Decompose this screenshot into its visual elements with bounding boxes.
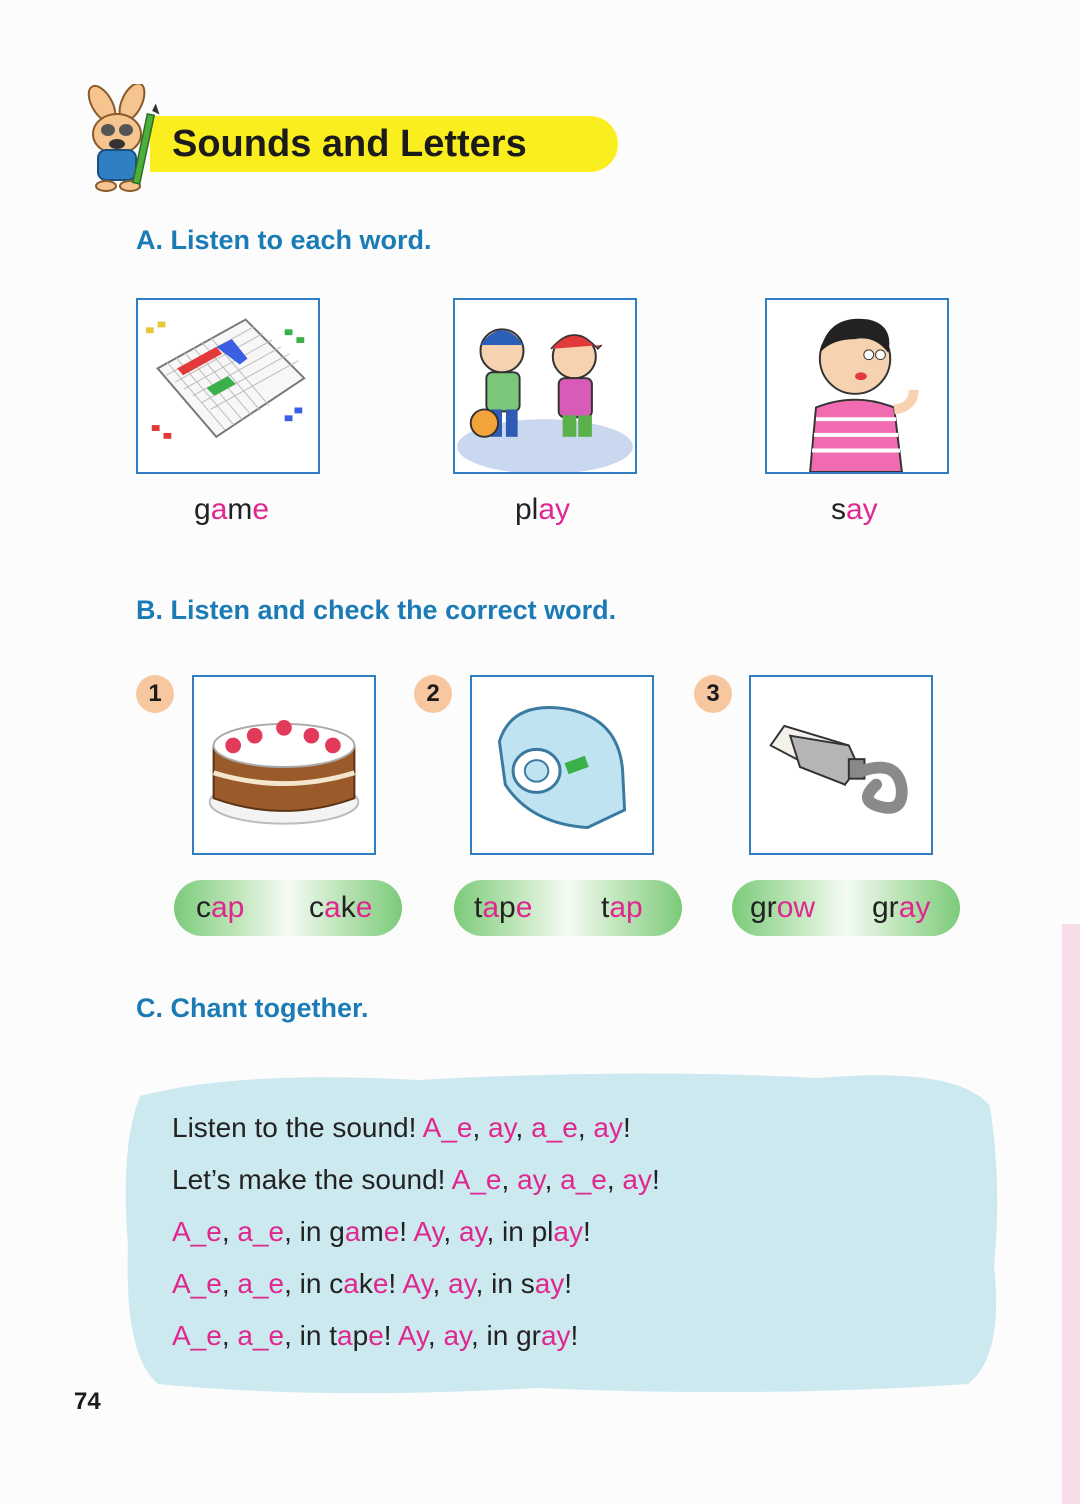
chant-highlight: a_e bbox=[237, 1268, 285, 1299]
chant-text: ! bbox=[651, 1164, 660, 1195]
chant-highlight: a_e bbox=[237, 1320, 285, 1351]
word-play bbox=[515, 492, 570, 528]
chant-text: , bbox=[221, 1320, 238, 1351]
chant-highlight: a_e bbox=[237, 1216, 285, 1247]
item-number-3: 3 bbox=[694, 675, 732, 713]
word-part-highlight: e bbox=[515, 891, 533, 924]
chant-highlight: e bbox=[383, 1216, 400, 1247]
chant-text: ! bbox=[570, 1320, 579, 1351]
chant-text: p bbox=[352, 1320, 369, 1351]
word-part: gr bbox=[750, 891, 777, 924]
chant-text: ! bbox=[383, 1320, 398, 1351]
word-part: k bbox=[340, 891, 356, 924]
chant-highlight: a bbox=[343, 1268, 359, 1299]
item-number-2: 2 bbox=[414, 675, 452, 713]
chant-highlight: a bbox=[337, 1320, 353, 1351]
chant-text: ! bbox=[564, 1268, 573, 1299]
chant-line-1 bbox=[172, 1111, 631, 1145]
chant-text: , bbox=[515, 1112, 532, 1143]
chant-line-2 bbox=[172, 1163, 660, 1197]
chant-text: , in gr bbox=[470, 1320, 541, 1351]
children-playing-picture bbox=[453, 298, 637, 474]
chant-highlight: e bbox=[372, 1268, 389, 1299]
chant-highlight: ay bbox=[488, 1112, 516, 1143]
word-part-highlight: ap bbox=[609, 891, 643, 924]
chant-text: ! bbox=[622, 1112, 631, 1143]
chant-highlight: A_e bbox=[422, 1112, 473, 1143]
chant-text: ! bbox=[399, 1216, 414, 1247]
chant-text: , bbox=[432, 1268, 449, 1299]
tape-dispenser-picture bbox=[470, 675, 654, 855]
word-part-highlight: a bbox=[210, 493, 228, 526]
chant-text: , bbox=[577, 1112, 594, 1143]
chant-text: ! bbox=[388, 1268, 403, 1299]
word-part: p bbox=[499, 891, 516, 924]
option-cap[interactable] bbox=[196, 890, 244, 926]
word-part: c bbox=[196, 891, 211, 924]
chant-highlight: A_e bbox=[172, 1268, 222, 1299]
chant-highlight: Ay bbox=[397, 1320, 428, 1351]
chant-text: m bbox=[360, 1216, 384, 1247]
chant-text: , in g bbox=[284, 1216, 345, 1247]
chant-highlight: Ay bbox=[402, 1268, 433, 1299]
section-b-heading: B. Listen and check the correct word. bbox=[136, 595, 617, 625]
chant-line-3 bbox=[172, 1215, 591, 1249]
section-a-heading: A. Listen to each word. bbox=[136, 225, 432, 255]
word-part: m bbox=[227, 493, 253, 526]
chant-highlight: A_e bbox=[451, 1164, 502, 1195]
item-number-1: 1 bbox=[136, 675, 174, 713]
word-part: c bbox=[309, 891, 324, 924]
chant-text: k bbox=[358, 1268, 373, 1299]
word-part-highlight: ay bbox=[846, 493, 878, 526]
board-game-picture bbox=[136, 298, 320, 474]
paint-tube-picture bbox=[749, 675, 933, 855]
option-grow[interactable] bbox=[750, 890, 815, 926]
chant-highlight: ay bbox=[540, 1320, 571, 1351]
chant-text: , in t bbox=[284, 1320, 338, 1351]
word-part: g bbox=[194, 493, 211, 526]
word-part-highlight: a bbox=[482, 891, 500, 924]
option-tap[interactable] bbox=[601, 890, 643, 926]
rabbit-mascot-icon bbox=[72, 84, 172, 194]
word-part: pl bbox=[515, 493, 539, 526]
page-title: Sounds and Letters bbox=[172, 123, 527, 165]
chant-text: , bbox=[221, 1216, 238, 1247]
chant-text: , bbox=[606, 1164, 623, 1195]
chant-line-5 bbox=[172, 1319, 578, 1353]
chant-text: , bbox=[443, 1216, 459, 1247]
word-part: gr bbox=[872, 891, 899, 924]
choice-pill-3 bbox=[732, 880, 960, 936]
word-part: s bbox=[831, 493, 846, 526]
chant-text: , bbox=[472, 1112, 489, 1143]
chant-highlight: ay bbox=[593, 1112, 623, 1143]
option-tape[interactable] bbox=[474, 890, 532, 926]
word-part-highlight: ay bbox=[898, 891, 931, 924]
word-part-highlight: ap bbox=[211, 891, 245, 924]
word-part: t bbox=[474, 891, 483, 924]
word-part-highlight: a bbox=[324, 891, 341, 924]
chant-highlight: ay bbox=[458, 1216, 487, 1247]
chant-highlight: a_e bbox=[560, 1164, 607, 1195]
choice-pill-2 bbox=[454, 880, 682, 936]
option-gray[interactable] bbox=[872, 890, 930, 926]
chant-text: ! bbox=[582, 1216, 591, 1247]
chant-text: Let’s make the sound! bbox=[172, 1164, 452, 1195]
chant-highlight: a_e bbox=[531, 1112, 578, 1143]
chant-highlight: e bbox=[368, 1320, 384, 1351]
boy-talking-picture bbox=[765, 298, 949, 474]
section-c-heading: C. Chant together. bbox=[136, 993, 369, 1023]
choice-pill-1 bbox=[174, 880, 402, 936]
option-cake[interactable] bbox=[309, 890, 372, 926]
word-game bbox=[194, 492, 269, 528]
chant-highlight: ay bbox=[517, 1164, 545, 1195]
chant-text: , bbox=[501, 1164, 518, 1195]
chant-line-4 bbox=[172, 1267, 572, 1301]
chant-text: , bbox=[221, 1268, 238, 1299]
chant-highlight: a bbox=[344, 1216, 361, 1247]
chant-text: , bbox=[427, 1320, 444, 1351]
word-part: t bbox=[601, 891, 610, 924]
chant-text: , in s bbox=[475, 1268, 535, 1299]
page-number: 74 bbox=[74, 1388, 101, 1415]
page-edge-strip bbox=[1062, 924, 1080, 1504]
word-say bbox=[831, 492, 878, 528]
chant-highlight: A_e bbox=[172, 1216, 222, 1247]
chant-highlight: ay bbox=[443, 1320, 471, 1351]
chant-highlight: ay bbox=[534, 1268, 565, 1299]
chant-text: Listen to the sound! bbox=[172, 1112, 423, 1143]
chant-highlight: ay bbox=[553, 1216, 583, 1247]
chant-highlight: ay bbox=[622, 1164, 652, 1195]
cake-picture bbox=[192, 675, 376, 855]
chant-text: , bbox=[544, 1164, 561, 1195]
chant-highlight: ay bbox=[448, 1268, 476, 1299]
chant-text: , in pl bbox=[486, 1216, 554, 1247]
word-part-highlight: e bbox=[252, 493, 270, 526]
chant-highlight: Ay bbox=[413, 1216, 444, 1247]
word-part-highlight: e bbox=[355, 891, 373, 924]
word-part-highlight: ay bbox=[538, 493, 571, 526]
word-part-highlight: ow bbox=[776, 891, 816, 924]
chant-text: , in c bbox=[284, 1268, 344, 1299]
chant-highlight: A_e bbox=[172, 1320, 222, 1351]
